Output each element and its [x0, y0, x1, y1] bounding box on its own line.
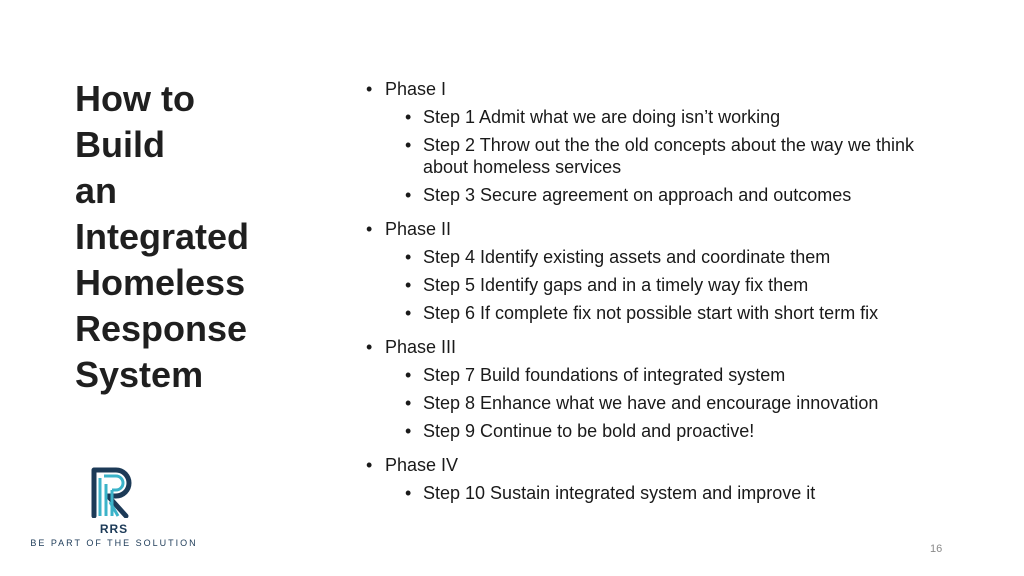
- step-text: • Step 3 Secure agreement on approach and outcomes: [423, 185, 852, 205]
- title-line: Response: [75, 308, 248, 349]
- step-text: • Step 5 Identify gaps and in a timely way fix them: [423, 275, 809, 295]
- phase-label: • Phase II: [385, 219, 452, 239]
- step-item: [405, 392, 966, 414]
- phase-item: [366, 218, 966, 324]
- title-line: Homeless: [75, 262, 246, 303]
- step-text: • Step 8 Enhance what we have and encourage innovation: [423, 393, 879, 413]
- step-text: • Step 2 Throw out the the old concepts about the way we think about homeless services: [423, 135, 914, 177]
- phase-label: • Phase III: [385, 337, 457, 357]
- step-text: • Step 10 Sustain integrated system and improve it: [423, 483, 816, 503]
- step-item: [405, 420, 966, 442]
- logo-tagline: BE PART OF THE SOLUTION: [30, 538, 198, 548]
- step-item: [405, 184, 966, 206]
- page-number: 16: [930, 543, 943, 555]
- step-item: [405, 134, 966, 178]
- step-list: [385, 364, 966, 442]
- step-text: • Step 7 Build foundations of integrated system: [423, 365, 786, 385]
- phase-item: [366, 78, 966, 206]
- phase-item: [366, 336, 966, 442]
- phase-list: [366, 78, 966, 504]
- title-line: Integrated: [75, 216, 250, 257]
- step-item: [405, 364, 966, 386]
- title-line: How to: [75, 78, 195, 119]
- phase-label: • Phase IV: [385, 455, 459, 475]
- step-list: [385, 246, 966, 324]
- step-item: [405, 106, 966, 128]
- step-item: [405, 302, 966, 324]
- step-item: [405, 274, 966, 296]
- title-line: Build: [75, 124, 165, 165]
- step-item: [405, 482, 966, 504]
- title-line: System: [75, 354, 204, 395]
- step-list: [385, 482, 966, 504]
- step-text: • Step 4 Identify existing assets and coordinate them: [423, 247, 831, 267]
- step-text: • Step 1 Admit what we are doing isn’t working: [423, 107, 781, 127]
- rrs-logo: [30, 464, 198, 554]
- rrs-logo-icon: [88, 466, 140, 518]
- logo-abbreviation: RRS: [99, 522, 129, 536]
- step-text: • Step 6 If complete fix not possible start with short term fix: [423, 303, 879, 323]
- step-list: [385, 106, 966, 206]
- step-item: [405, 246, 966, 268]
- title-line: an: [75, 170, 118, 211]
- phase-item: [366, 454, 966, 504]
- phase-label: • Phase I: [385, 79, 447, 99]
- slide-title: [75, 76, 295, 398]
- step-text: • Step 9 Continue to be bold and proactive!: [423, 421, 755, 441]
